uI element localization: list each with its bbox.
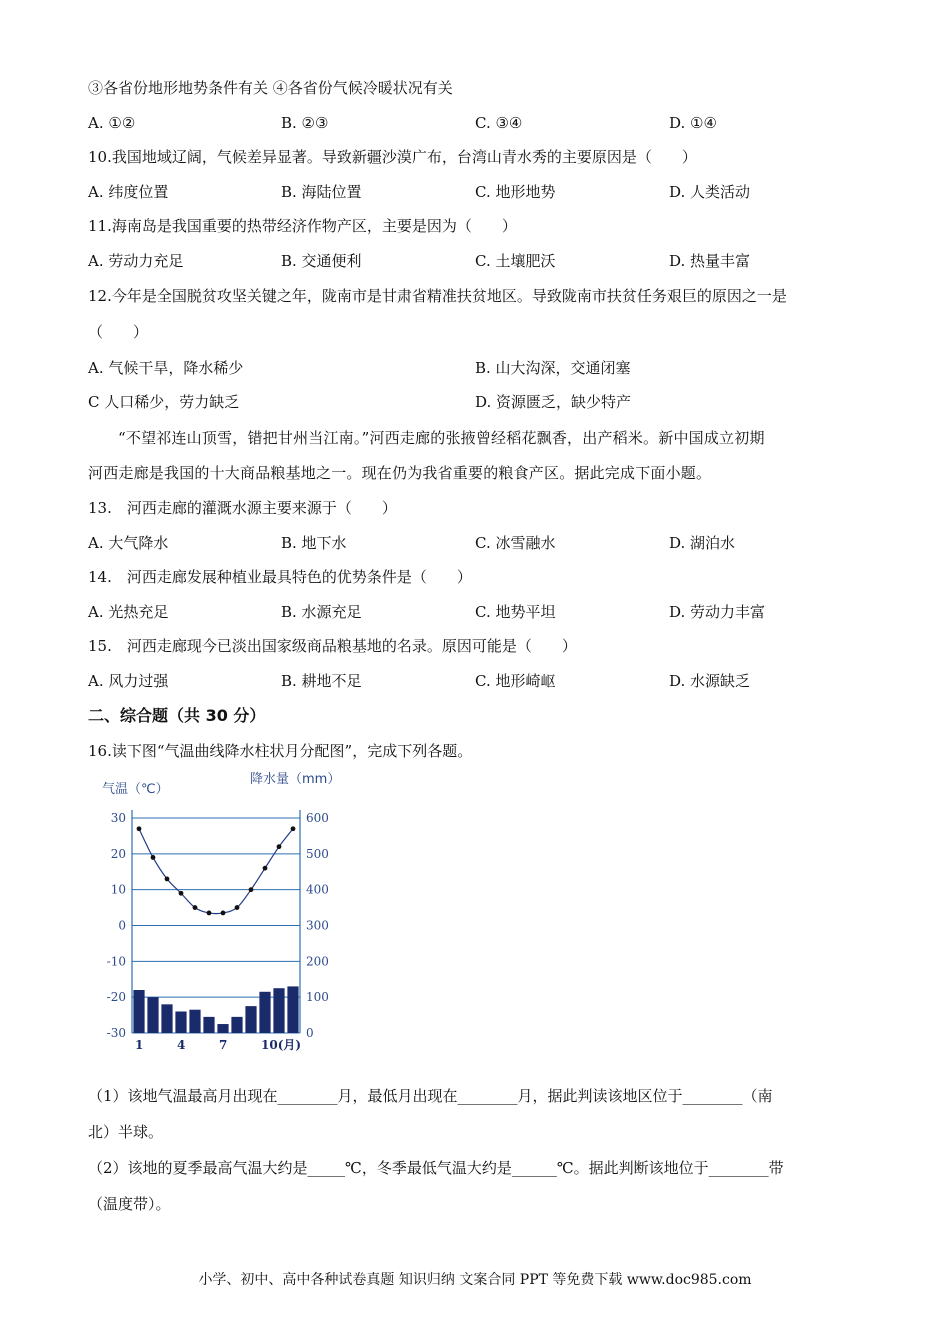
precipitation-bar	[259, 992, 270, 1033]
temperature-point	[263, 866, 268, 871]
option-a: A. 气候干旱，降水稀少	[88, 359, 244, 377]
subquestion-2-cont: （温度带）。	[88, 1195, 171, 1213]
left-tick-label: -10	[106, 954, 126, 969]
right-tick-label: 600	[306, 811, 329, 825]
temperature-point	[207, 911, 212, 916]
question-12: 12.今年是全国脱贫攻坚关键之年，陇南市是甘肃省精准扶贫地区。导致陇南市扶贫任务艰巨的原因之一是	[88, 287, 787, 305]
option-b: B. 耕地不足	[281, 672, 362, 690]
precipitation-bar	[203, 1017, 214, 1033]
x-tick-label: 1	[135, 1038, 144, 1052]
option-b: B. 山大沟深，交通闭塞	[475, 359, 631, 377]
temperature-point	[137, 826, 142, 831]
option-c: C. 土壤肥沃	[475, 252, 556, 270]
option-b: B. 地下水	[281, 534, 347, 552]
question-12-blank: （ ）	[88, 323, 149, 341]
right-tick-label: 300	[306, 918, 329, 933]
option-d: D. 水源缺乏	[669, 672, 751, 690]
option-c: C. ③④	[475, 114, 523, 132]
right-tick-label: 200	[306, 954, 329, 969]
question-11: 11.海南岛是我国重要的热带经济作物产区，主要是因为（ ）	[88, 217, 517, 235]
precipitation-bar	[245, 1006, 256, 1033]
option-a: A. 光热充足	[88, 603, 169, 621]
option-a: A. 大气降水	[88, 534, 169, 552]
x-tick-label: 7	[219, 1038, 228, 1052]
question-10: 10.我国地域辽阔，气候差异显著。导致新疆沙漠广布，台湾山青水秀的主要原因是（ ）	[88, 148, 697, 166]
precipitation-bar	[189, 1010, 200, 1033]
passage-line: “不望祁连山顶雪，错把甘州当江南。”河西走廊的张掖曾经稻花飘香，出产稻米。新中国成立初期	[118, 429, 765, 447]
temperature-point	[277, 844, 282, 849]
option-b: B. 交通便利	[281, 252, 362, 270]
option-b: B. 海陆位置	[281, 183, 362, 201]
option-d: D. 人类活动	[669, 183, 751, 201]
precipitation-bar	[147, 997, 158, 1033]
right-tick-label: 100	[306, 990, 329, 1005]
precipitation-bar	[287, 986, 298, 1033]
question-15: 15. 河西走廊现今已淡出国家级商品粮基地的名录。原因可能是（ ）	[88, 637, 577, 655]
option-a: A. 纬度位置	[88, 183, 169, 201]
option-b: B. ②③	[281, 114, 329, 132]
right-tick-label: 400	[306, 882, 329, 897]
option-d: D. ①④	[669, 114, 717, 132]
temperature-point	[221, 911, 226, 916]
temperature-point	[235, 905, 240, 910]
precipitation-bar	[133, 990, 144, 1033]
temperature-point	[151, 855, 156, 860]
footer-text: 小学、初中、高中各种试卷真题 知识归纳 文案合同 PPT 等免费下载 www.doc985.com	[198, 1272, 752, 1288]
subquestion-1: （1）该地气温最高月出现在________月，最低月出现在________月，据此判读该地区位于________（南	[88, 1087, 773, 1105]
x-tick-label: 4	[177, 1038, 186, 1052]
temperature-point	[165, 877, 170, 882]
question-14: 14. 河西走廊发展种植业最具特色的优势条件是（ ）	[88, 568, 472, 586]
option-b: B. 水源充足	[281, 603, 362, 621]
left-tick-label: 0	[118, 918, 126, 933]
climate-chart	[92, 765, 352, 1060]
right-tick-label: 500	[306, 846, 329, 861]
precipitation-bar	[217, 1024, 228, 1033]
right-tick-label: 0	[306, 1026, 314, 1040]
left-tick-label: -20	[106, 990, 126, 1005]
precipitation-bar	[175, 1012, 186, 1034]
x-tick-label: 10(月)	[261, 1038, 302, 1052]
section-heading: 二、综合题（共 30 分）	[88, 706, 266, 725]
precipitation-bar	[231, 1017, 242, 1033]
left-axis-title: 气温（℃）	[102, 782, 169, 797]
option-d: D. 劳动力丰富	[669, 603, 766, 621]
option-c: C. 地形地势	[475, 183, 556, 201]
question-13: 13. 河西走廊的灌溉水源主要来源于（ ）	[88, 499, 397, 517]
precipitation-bar	[161, 1004, 172, 1033]
option-d: D. 湖泊水	[669, 534, 736, 552]
temperature-point	[249, 887, 254, 892]
option-a: A. 风力过强	[88, 672, 169, 690]
temperature-curve	[139, 829, 293, 914]
temperature-point	[193, 905, 198, 910]
right-axis-title: 降水量（mm）	[250, 772, 341, 787]
subquestion-2: （2）该地的夏季最高气温大约是_____℃，冬季最低气温大约是______℃。据此判断该地位于________带	[88, 1159, 784, 1177]
option-c: C 人口稀少，劳力缺乏	[88, 393, 240, 411]
left-tick-label: 10	[110, 882, 126, 897]
left-tick-label: 30	[110, 811, 126, 825]
option-a: A. ①②	[88, 114, 136, 132]
option-d: D. 资源匮乏，缺少特产	[475, 393, 632, 411]
precipitation-bar	[273, 988, 284, 1033]
left-tick-label: -30	[106, 1026, 126, 1040]
passage-line: 河西走廊是我国的十大商品粮基地之一。现在仍为我省重要的粮食产区。据此完成下面小题。	[88, 464, 712, 482]
text-line: ③各省份地形地势条件有关 ④各省份气候冷暖状况有关	[88, 79, 453, 97]
question-16: 16.读下图“气温曲线降水柱状月分配图”，完成下列各题。	[88, 742, 473, 760]
option-a: A. 劳动力充足	[88, 252, 184, 270]
temperature-point	[179, 891, 184, 896]
option-c: C. 冰雪融水	[475, 534, 556, 552]
option-c: C. 地势平坦	[475, 603, 556, 621]
option-c: C. 地形崎岖	[475, 672, 556, 690]
temperature-point	[291, 826, 296, 831]
option-d: D. 热量丰富	[669, 252, 751, 270]
subquestion-1-cont: 北）半球。	[88, 1123, 164, 1141]
left-tick-label: 20	[110, 846, 126, 861]
